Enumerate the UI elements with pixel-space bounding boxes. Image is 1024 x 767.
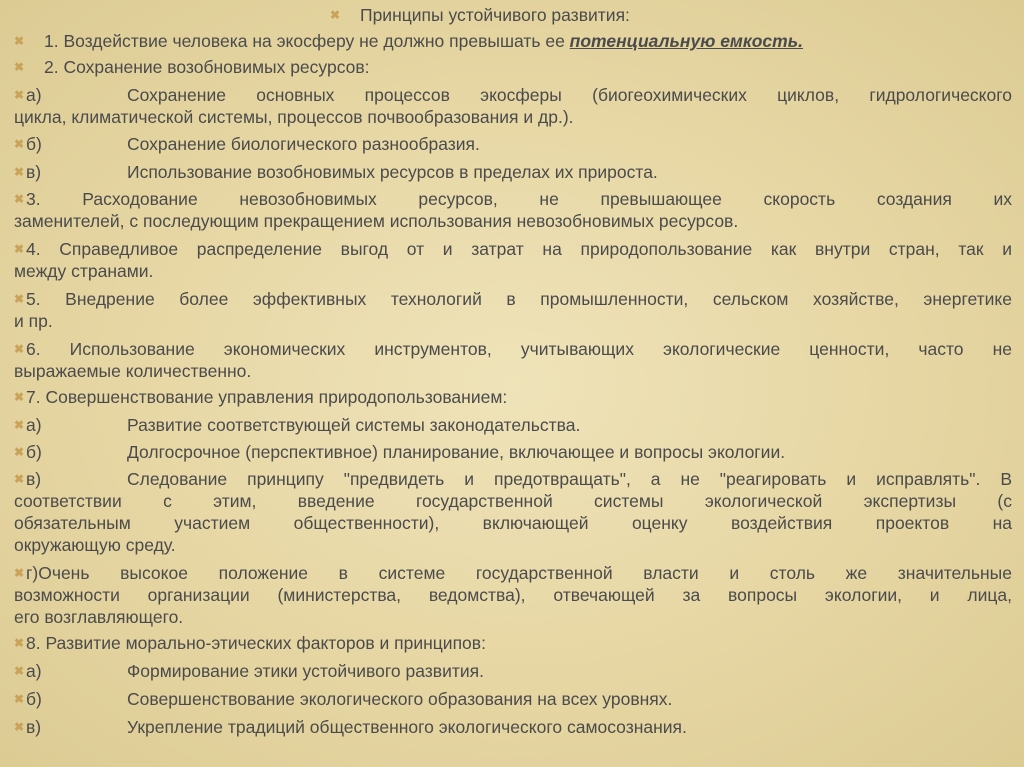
cross-x-icon: ✖ — [14, 664, 25, 678]
title-line — [330, 4, 630, 26]
cross-x-icon: ✖ — [14, 566, 25, 580]
principle-7g: ✖ г)Очень высокое положение в системе государственной власти и столь же значительные — [14, 563, 1012, 583]
principle-8a: ✖ а) Формирование этики устойчивого развития. — [14, 661, 484, 681]
cross-x-icon: ✖ — [330, 8, 341, 22]
cross-x-icon: ✖ — [14, 720, 25, 734]
principle-8b: ✖ б) Совершенствование экологического образования на всех уровнях. — [14, 689, 673, 709]
cross-x-icon: ✖ — [14, 165, 25, 179]
cross-x-icon: ✖ — [14, 418, 25, 432]
cross-x-icon: ✖ — [14, 192, 25, 206]
principle-2v: ✖ в) Использование возобновимых ресурсов в пределах их прироста. — [14, 162, 658, 182]
principle-7v: ✖ в) Следование принципу "предвидеть и предотвращать", а не "реагировать и исправлять". В — [14, 469, 1012, 489]
principle-2b: ✖ б) Сохранение биологического разнообразия. — [14, 134, 480, 154]
cross-x-icon: ✖ — [14, 390, 25, 404]
principle-4: ✖ 4. Справедливое распределение выгод от и затрат на природопользование как внутри стран, так и — [14, 239, 1012, 259]
cross-x-icon: ✖ — [14, 88, 25, 102]
principle-7a: ✖ а) Развитие соответствующей системы законодательства. — [14, 415, 581, 435]
principle-7g-cont-2: его возглавляющего. — [14, 607, 184, 627]
cross-x-icon: ✖ — [14, 292, 25, 306]
cross-x-icon: ✖ — [14, 472, 25, 486]
principle-6: ✖ 6. Использование экономических инструментов, учитывающих экологические ценности, часто не — [14, 339, 1012, 359]
principle-8: ✖ 8. Развитие морально-этических факторов и принципов: — [14, 633, 486, 653]
emphasis-text: потенциальную емкость. — [569, 31, 803, 51]
principle-7v-cont-3: окружающую среду. — [14, 535, 176, 555]
cross-x-icon: ✖ — [14, 445, 25, 459]
principle-5: ✖ 5. Внедрение более эффективных технологий в промышленности, сельском хозяйстве, энергетике — [14, 289, 1012, 309]
principle-6-cont: выражаемые количественно. — [14, 361, 252, 381]
principle-5-cont: и пр. — [14, 311, 53, 331]
principle-7b: ✖ б) Долгосрочное (перспективное) планирование, включающее и вопросы экологии. — [14, 442, 786, 462]
cross-x-icon: ✖ — [14, 692, 25, 706]
cross-x-icon: ✖ — [14, 137, 25, 151]
principle-7v-cont-2: обязательным участием общественности), включающей оценку воздействия проектов на — [14, 513, 1012, 533]
cross-x-icon: ✖ — [14, 34, 25, 48]
cross-x-icon: ✖ — [14, 342, 25, 356]
principle-2: ✖ 2. Сохранение возобновимых ресурсов: — [14, 57, 370, 77]
cross-x-icon: ✖ — [14, 60, 25, 74]
principle-3-cont: заменителей, с последующим прекращением использования невозобновимых ресурсов. — [14, 211, 739, 231]
cross-x-icon: ✖ — [14, 636, 25, 650]
principle-4-cont: между странами. — [14, 261, 154, 281]
principle-2a: ✖ а) Сохранение основных процессов экосферы (биогеохимических циклов, гидрологического — [14, 85, 1012, 105]
principle-7v-cont-1: соответствии с этим, введение государственной системы экологической экспертизы (с — [14, 491, 1012, 511]
principle-7g-cont-1: возможности организации (министерства, ведомства), отвечающей за вопросы экологии, и лица, — [14, 585, 1012, 605]
slide-title: Принципы устойчивого развития: — [360, 5, 630, 25]
principle-1: ✖ 1. Воздействие человека на экосферу не должно превышать ее потенциальную емкость. — [14, 31, 803, 51]
principle-8v: ✖ в) Укрепление традиций общественного экологического самосознания. — [14, 717, 687, 737]
cross-x-icon: ✖ — [14, 242, 25, 256]
principle-7: ✖ 7. Совершенствование управления природопользованием: — [14, 387, 508, 407]
principle-2a-cont: цикла, климатической системы, процессов почвообразования и др.). — [14, 107, 574, 127]
principle-3: ✖ 3. Расходование невозобновимых ресурсов, не превышающее скорость создания их — [14, 189, 1012, 209]
